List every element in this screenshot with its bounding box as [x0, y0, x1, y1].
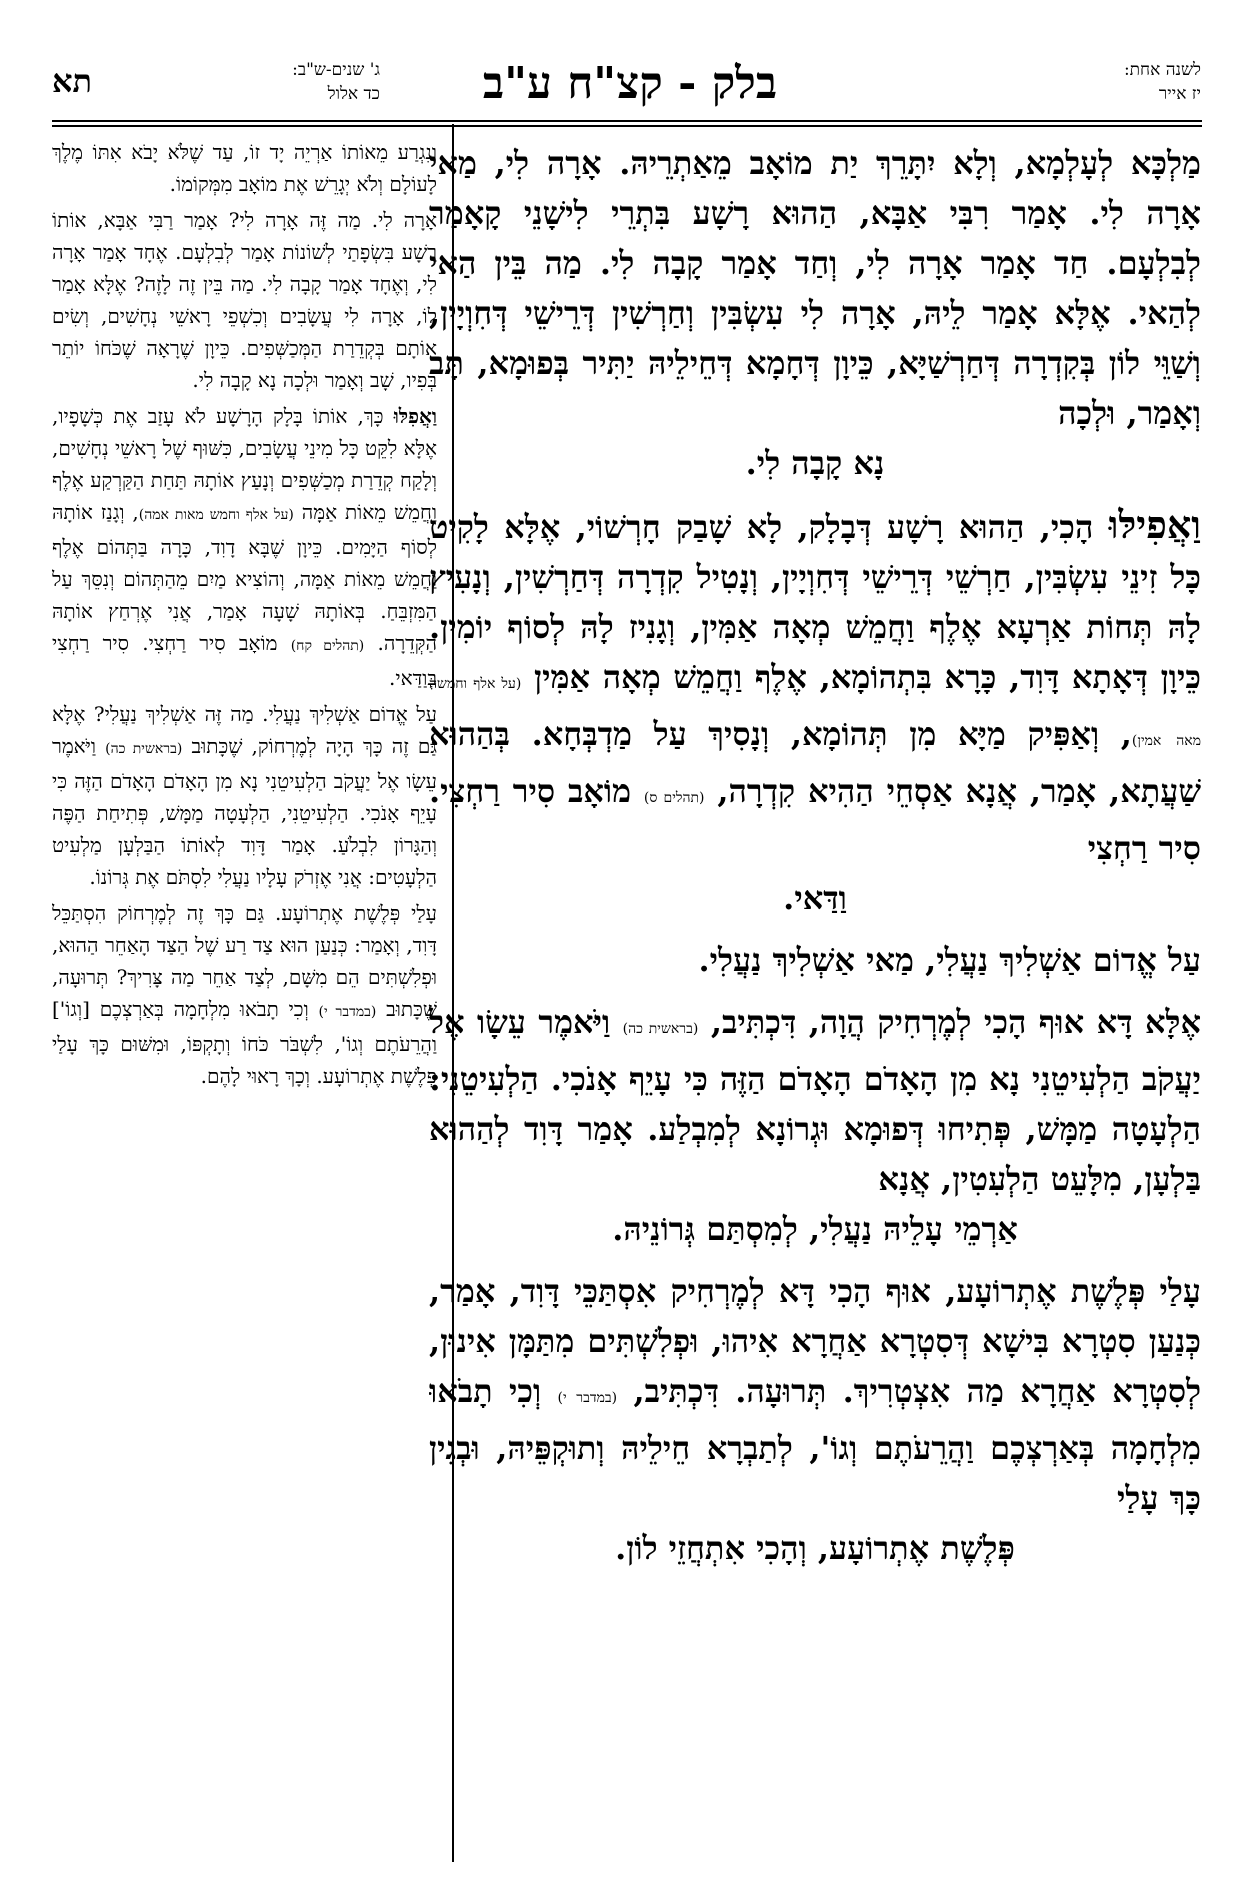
header-right	[991, 58, 1201, 118]
main-p4-text-b: וַיֹּאמֶר עֵשָׂו אֶל יַעֲקֹב הַלְעִיטֵנִי נָא מִן הָאָדֹם הָאָדֹם הַזֶּה כִּי עָיֵף אָנֹכִי. הַלְעִיטֵנִי: הַלְעָטָה מַמָּשׁ, פְּתִיחוּ דְּפוּמָא וּגְרוֹנָא לְמִבְלַע. אָמַר דָּוִד לְהַהוּא בַּלְעָן, מִלָּעֵט הַלְעִטִין, אֲנָא	[429, 1003, 1201, 1198]
main-p5-ref: (במדבר י)	[557, 1390, 618, 1406]
main-p4-ref: (בראשית כה)	[622, 1021, 699, 1037]
page-title: בלק - קצ"ח ע"ב	[482, 58, 778, 109]
side-paragraph-2: אָרָה לִי. מַה זֶּה אָרָה לִי? אָמַר רַבִּי אַבָּא, אוֹתוֹ רָשָׁע בִּשְׂפָתַי לְשׁוֹנוֹת אָמַר לְבִלְעָם. אֶחָד אָמַר אָרָה לִי, וְאֶחָד אָמַר קָבָה לִי. מַה בֵּין זֶה לָזֶה? אֶלָּא אָמַר לוֹ, אָרָה לִי עֲשָׂבִים וְכִשְׁפֵי רָאשֵׁי נְחָשִׁים, וְשִׂים אוֹתָם בְּקְדֵרַת הַמְּכַשְּׁפִים. כֵּיוָן שֶׁרָאָה שֶׁכֹּחוֹ יוֹתֵר בְּפִיו, שָׁב וְאָמַר וּלְכָה נָא קָבָה לִי.	[52, 208, 437, 392]
main-p5-text-b: וְכִי תָבֹאוּ מִלְחָמָה בְּאַרְצְכֶם וַהֲרֵעֹתֶם וְגוֹ', לְתַבְרָא חֵילֵיהּ וְתוּקְפֵּיהּ, וּבְגִין כָּךְ עָלַי	[429, 1372, 1201, 1517]
main-p2-text-b: , וְאַפִּיק מַיָּא מִן תְּהוֹמָא, וְנָסִיךְ עַל מַדְבְּחָא. בְּהַהוּא שַׁעֲתָא, אָמַר, אֲנָא אַסְחֵי הַהִיא קִדְרָה,	[429, 715, 1201, 810]
main-paragraph-4	[429, 997, 1201, 1254]
side-p5-text-a: עָלַי פְּלֶשֶׁת אֶתְרוֹעָע. גַּם כָּךְ זֶה לְמֶרְחוֹק הִסְתַּכֵּל דָּוִד, וְאָמַר: כְּנַעַן הוּא צַד רַע שֶׁל הַצַּד הָאַחֵר הַהוּא, וּפְלִשְׁתִּים הֵם מִשָּׁם, לְצַד אַחֵר מַה צָּרִיךְ? תְּרוּעָה, שֶׁכָּתוּב	[52, 901, 437, 1021]
main-paragraph-1	[429, 138, 1201, 488]
side-paragraph-4	[52, 698, 437, 893]
header-date-three-years: כד אלול	[327, 84, 380, 104]
side-paragraph-3	[52, 400, 437, 694]
main-p3-text: עַל אֱדוֹם אַשְׁלִיךְ נַעֲלִי, מַאי אַשְׁלִיךְ נַעֲלִי.	[698, 941, 1201, 979]
main-p5-text-a: עָלַי פְּלֶשֶׁת אֶתְרוֹעָע, אוּף הָכִי דָּא לְמֶרְחִיק אִסְתַּכֵּי דָּוִד, אָמַר, כְּנַעַן סִטְרָא בִּישָׁא דְּסִטְרָא אַחֲרָא אִיהוּ, וּפְלִשְׁתִּים מִתַּמָּן אִינוּן, לְסִטְרָא אַחֲרָא מַה אִצְטְרִיךְ. תְּרוּעָה. דִּכְתִּיב,	[429, 1272, 1201, 1410]
main-p2-ref2: (תהלים ס)	[643, 790, 705, 806]
main-text-column	[429, 138, 1201, 1858]
side-p3-text-a: כָּךְ, אוֹתוֹ בָּלָק הָרָשָׁע לֹא עָזַב אֶת כְּשָׁפָיו, אֶלָּא לִקֵּט כָּל מִינֵי עֲשָׂבִים, כִּשּׁוּף שֶׁל רָאשֵׁי נְחָשִׁים, וְלָקַח קְדֵרַת מְכַשְּׁפִים וְנָעַץ אוֹתָהּ תַּחַת הַקַּרְקַע אֶלֶף וַחֲמֵשׁ מֵאוֹת אַמָּה	[52, 404, 437, 524]
side-p3-text-b: , וְגָנַז אוֹתָהּ לְסוֹף הַיָּמִים. כֵּיוָן שֶׁבָּא דָוִד, כָּרָה בַּתְּהוֹם אֶלֶף וַחֲמֵשׁ מֵאוֹת אַמָּה, וְהוֹצִיא מַיִם מֵהַתְּהוֹם וְנִסֵּךְ עַל הַמִּזְבֵּחַ. בְּאוֹתָהּ שָׁעָה אָמַר, אֲנִי אֶרְחַץ אוֹתָהּ הַקְּדֵרָה.	[52, 500, 437, 655]
translation-column	[52, 136, 437, 1862]
header-rule-bottom	[52, 125, 1202, 127]
main-p5-tail: פְּלֶשֶׁת אֶתְרוֹעָע, וְהָכִי אִתְחֲזֵי לוֹן.	[615, 1529, 1015, 1567]
main-paragraph-5	[429, 1266, 1201, 1573]
page-number: תא	[52, 62, 93, 100]
side-p3-ref2: (תהלים קח)	[290, 638, 365, 654]
side-paragraph-1: וְנִגְרַע מֵאוֹתוֹ אַרְיֵה יָד זוֹ, עַד שֶׁלֹּא יָבֹא אִתּוֹ מֶלֶךְ לָעוֹלָם וְלֹא יְגָרֵשׁ אֶת מוֹאָב מִמְּקוֹמוֹ.	[52, 140, 437, 196]
header-schedule-three-years: ג' שנים-ש"ב:	[292, 60, 380, 80]
side-p4-ref: (בראשית כה)	[105, 741, 183, 757]
main-p1-tail: נָא קָבָה לִי.	[745, 444, 885, 482]
side-p4-text-a: עַל אֱדוֹם אַשְׁלִיךְ נַעֲלִי. מַה זֶּה אַשְׁלִיךְ נַעֲלִי? אֶלָּא גַּם זֶה כָּךְ הָיָה לְמֶרְחוֹק, שֶׁכָּתוּב	[52, 702, 437, 758]
main-paragraph-3	[429, 935, 1201, 985]
header-left	[160, 58, 380, 118]
header-rule-top	[52, 120, 1202, 122]
main-p2-tail: וַדַּאי.	[783, 879, 847, 917]
main-p2-text-c: מוֹאָב סִיר רַחְצִי. סִיר רַחְצִי	[429, 772, 1201, 867]
side-p3-ref: (על אלף וחמש מאות אמה)	[138, 507, 294, 523]
side-p4-text-b: וַיֹּאמֶר עֵשָׂו אֶל יַעֲקֹב הַלְעִיטֵנִי נָא מִן הָאָדֹם הָאָדֹם הַזֶּה כִּי עָיֵף אָנֹכִי. הַלְעִיטֵנִי, הַלְעָטָה מַמָּשׁ, פְּתִיחַת הַפֶּה וְהַגָּרוֹן לִבְלֹעַ. אָמַר דָּוִד לְאוֹתוֹ הַבַּלְעָן מַלְעִיט הַלְעָטִים: אֲנִי אֶזְרֹק עָלָיו נַעֲלִי לִסְתֹּם אֶת גְּרוֹנוֹ.	[52, 734, 437, 889]
main-p2-ref1: (על אלף וחמשה מאה אמין)	[429, 676, 1201, 749]
main-p1-text: מַלְכָּא לְעָלְמָא, וְלָא יִתָּרֵךְ יַת מוֹאָב מֵאַתְרֵיהּ. אָרָה לִי, מַאי אָרָה לִי. אָמַר רִבִּי אַבָּא, הַהוּא רָשָׁע בִּתְרֵי לִישָׁנֵי קָאָמַר לְבִלְעָם. חַד אָמַר אָרָה לִי, וְחַד אָמַר קָבָה לִי. מַה בֵּין הַאי לְהַאי. אֶלָּא אָמַר לֵיהּ, אָרָה לִי עִשְׂבִּין וְחַרְשִׁין דְּרֵישֵׁי דְּחִוְיָין, וְשַׁוֵּי לוֹן בְּקִדְרָה דְּחַרְשַׁיָּא, כֵּיוָן דְּחָמָא דְּחֵילֵיהּ יַתִּיר בְּפוּמָא, תָּב וְאָמַר, וּלְכָה	[429, 144, 1201, 432]
header-date-one-year: יז אייר	[1158, 84, 1201, 104]
side-p3-text-c: מוֹאָב סִיר רַחְצִי. סִיר רַחְצִי בְּוַדַּאי.	[52, 631, 437, 690]
side-p5-text-b: וְכִי תָבֹאוּ מִלְחָמָה בְּאַרְצְכֶם [וְגוֹ'] וַהֲרֵעֹתֶם וְגוֹ', לִשְׁבֹּר כֹּחוֹ וְתָקְפּוֹ, וּמִשּׁוּם כָּךְ עָלַי פְּלֶשֶׁת אֶתְרוֹעָע. וְכָךְ רָאוּי לָהֶם.	[52, 997, 437, 1088]
side-paragraph-5	[52, 897, 437, 1092]
main-p4-tail: אַרְמֵי עָלֵיהּ נַעֲלִי, לְמִסְתַּם גְּרוֹנֵיהּ.	[612, 1210, 1018, 1248]
main-p4-text-a: אֶלָּא דָּא אוּף הָכִי לְמֶרְחִיק הֲוָה, דִּכְתִּיב,	[710, 1003, 1201, 1041]
main-p2-lead-word: וַאֲפִילּוּ	[1108, 502, 1201, 547]
header-schedule-one-year: לשנה אחת:	[1123, 60, 1201, 80]
main-paragraph-2	[429, 500, 1201, 923]
side-p5-ref: (במדבר י)	[318, 1004, 377, 1020]
main-p2-text-a: הָכִי, הַהוּא רָשָׁע דְּבָלָק, לָא שָׁבַק חָרְשׁוֹי, אֶלָּא לָקִיט כָּל זִינֵי עִשְׂבִּין, חַרְשֵׁי דְּרֵישֵׁי דְּחִוְיָין, וְנָטִיל קִדְרָה דְּחַרְשִׁין, וְנָעִיץ לָהּ תְּחוֹת אַרְעָא אֶלֶף וַחֲמֵשׁ מְאָה אַמִּין, וְגָנִיז לָהּ לְסוֹף יוֹמִין. כֵּיוָן דְּאָתָא דָּוִד, כָּרָא בִּתְהוֹמָא, אֶלֶף וַחֲמֵשׁ מְאָה אַמִּין	[429, 508, 1201, 696]
side-p3-lead-word: וַאֲפִלּוּ	[393, 404, 437, 428]
